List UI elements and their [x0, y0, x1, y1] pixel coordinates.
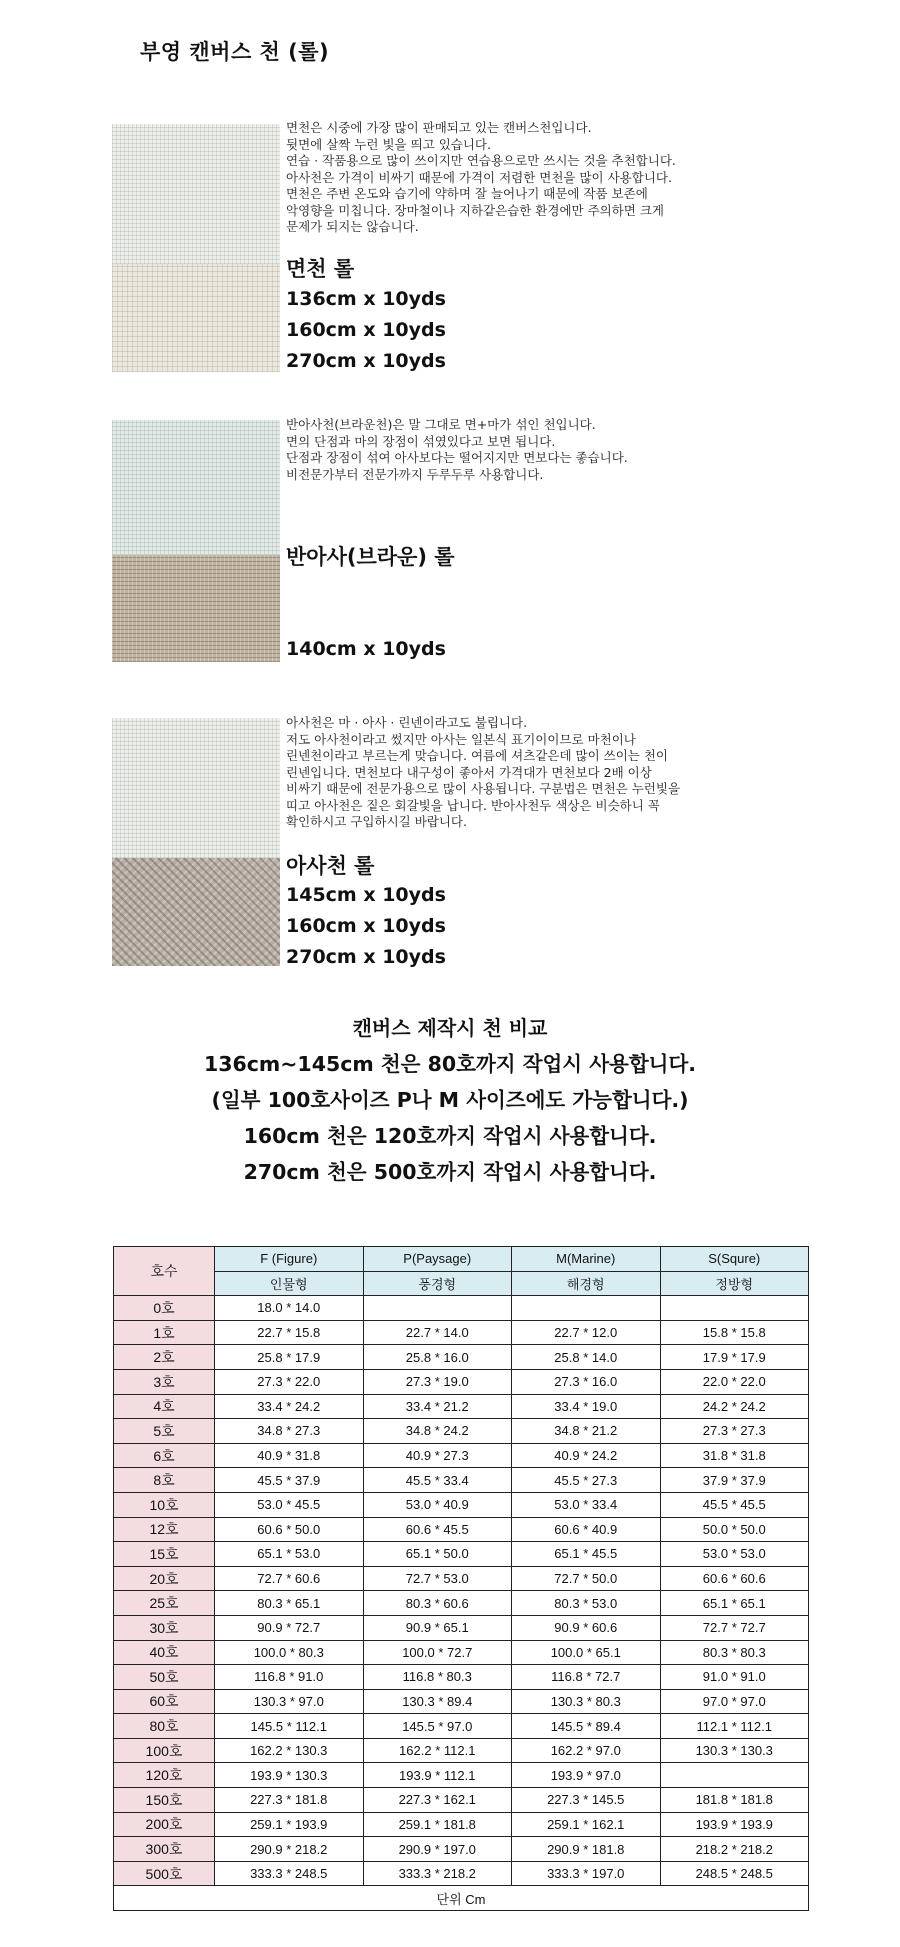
size-cell: 116.8 * 72.7: [512, 1665, 661, 1690]
comparison-line: 136cm~145cm 천은 80호까지 작업시 사용합니다.: [203, 1052, 697, 1076]
table-row: [114, 1468, 809, 1493]
hosu-cell: 15호: [114, 1542, 215, 1567]
hosu-cell: 300호: [114, 1837, 215, 1862]
half-linen-sizes: [286, 634, 446, 665]
size-cell: 27.3 * 16.0: [512, 1369, 661, 1394]
hosu-cell: 150호: [114, 1788, 215, 1813]
size-cell: 37.9 * 37.9: [660, 1468, 809, 1493]
linen-canvas-swatch: [112, 718, 280, 966]
size-cell: 290.9 * 218.2: [215, 1837, 364, 1862]
hosu-cell: 10호: [114, 1492, 215, 1517]
desc-line: 저도 아사천이라고 썼지만 아사는 일본식 표기이이므로 마천이나: [286, 731, 636, 747]
size-cell: 145.5 * 112.1: [215, 1714, 364, 1739]
size-cell: 22.0 * 22.0: [660, 1369, 809, 1394]
size-cell: 80.3 * 53.0: [512, 1591, 661, 1616]
size-cell: 227.3 * 145.5: [512, 1788, 661, 1813]
size-cell: 27.3 * 22.0: [215, 1369, 364, 1394]
size-cell: 33.4 * 19.0: [512, 1394, 661, 1419]
size-cell: 15.8 * 15.8: [660, 1320, 809, 1345]
hosu-cell: 30호: [114, 1615, 215, 1640]
table-row: [114, 1419, 809, 1444]
size-cell: 53.0 * 33.4: [512, 1492, 661, 1517]
size-cell: 72.7 * 53.0: [363, 1566, 512, 1591]
size-cell: 193.9 * 97.0: [512, 1763, 661, 1788]
size-cell: 22.7 * 12.0: [512, 1320, 661, 1345]
size-cell: 145.5 * 97.0: [363, 1714, 512, 1739]
desc-line: 확인하시고 구입하시길 바랍니다.: [286, 814, 467, 829]
hosu-cell: 8호: [114, 1468, 215, 1493]
size-cell: 333.3 * 197.0: [512, 1861, 661, 1886]
size-cell: 333.3 * 248.5: [215, 1861, 364, 1886]
size-cell: 53.0 * 45.5: [215, 1492, 364, 1517]
half-linen-swatch: [112, 420, 280, 662]
table-row: [114, 1861, 809, 1886]
hosu-cell: 200호: [114, 1812, 215, 1837]
size-item: 160cm x 10yds: [286, 319, 446, 341]
hosu-cell: 0호: [114, 1296, 215, 1321]
size-cell: 60.6 * 40.9: [512, 1517, 661, 1542]
hosu-cell: 25호: [114, 1591, 215, 1616]
table-row: [114, 1738, 809, 1763]
hosu-cell: 6호: [114, 1443, 215, 1468]
column-header: P(Paysage): [363, 1247, 512, 1272]
table-row: [114, 1812, 809, 1837]
table-row: [114, 1492, 809, 1517]
size-cell: 25.8 * 14.0: [512, 1345, 661, 1370]
size-cell: 290.9 * 181.8: [512, 1837, 661, 1862]
table-row: [114, 1320, 809, 1345]
size-cell: [363, 1296, 512, 1321]
size-cell: 259.1 * 162.1: [512, 1812, 661, 1837]
size-cell: 27.3 * 27.3: [660, 1419, 809, 1444]
size-cell: 18.0 * 14.0: [215, 1296, 364, 1321]
column-header: S(Squre): [660, 1247, 809, 1272]
size-cell: 181.8 * 181.8: [660, 1788, 809, 1813]
size-item: 140cm x 10yds: [286, 638, 446, 660]
size-cell: 22.7 * 14.0: [363, 1320, 512, 1345]
size-cell: 130.3 * 89.4: [363, 1689, 512, 1714]
size-cell: 259.1 * 181.8: [363, 1812, 512, 1837]
size-cell: 22.7 * 15.8: [215, 1320, 364, 1345]
table-row: [114, 1689, 809, 1714]
linen-description: [286, 715, 846, 831]
size-cell: 33.4 * 21.2: [363, 1394, 512, 1419]
size-item: 270cm x 10yds: [286, 350, 446, 372]
size-cell: 50.0 * 50.0: [660, 1517, 809, 1542]
size-cell: 130.3 * 130.3: [660, 1738, 809, 1763]
linen-roll-title: 아사천 롤: [286, 854, 375, 878]
size-cell: 162.2 * 97.0: [512, 1738, 661, 1763]
hosu-cell: 4호: [114, 1394, 215, 1419]
size-cell: [660, 1763, 809, 1788]
size-cell: 130.3 * 97.0: [215, 1689, 364, 1714]
hosu-cell: 2호: [114, 1345, 215, 1370]
size-cell: [512, 1296, 661, 1321]
size-cell: 333.3 * 218.2: [363, 1861, 512, 1886]
size-cell: 80.3 * 60.6: [363, 1591, 512, 1616]
comparison-title: 캔버스 제작시 천 비교: [352, 1016, 548, 1040]
column-header: F (Figure): [215, 1247, 364, 1272]
table-row: [114, 1763, 809, 1788]
size-cell: 193.9 * 193.9: [660, 1812, 809, 1837]
size-cell: 91.0 * 91.0: [660, 1665, 809, 1690]
hosu-cell: 100호: [114, 1738, 215, 1763]
hosu-cell: 20호: [114, 1566, 215, 1591]
size-cell: 53.0 * 40.9: [363, 1492, 512, 1517]
hosu-cell: 120호: [114, 1763, 215, 1788]
size-cell: 80.3 * 80.3: [660, 1640, 809, 1665]
size-cell: 80.3 * 65.1: [215, 1591, 364, 1616]
cotton-canvas-swatch: [112, 124, 280, 372]
table-row: [114, 1369, 809, 1394]
hosu-header: 호수: [114, 1247, 215, 1296]
desc-line: 면의 단점과 마의 장점이 섞였있다고 보면 됩니다.: [286, 433, 556, 449]
size-item: 136cm x 10yds: [286, 288, 446, 310]
size-cell: 60.6 * 50.0: [215, 1517, 364, 1542]
size-cell: 65.1 * 65.1: [660, 1591, 809, 1616]
desc-line: 아사천은 가격이 비싸기 때문에 가격이 저렴한 면천을 많이 사용합니다.: [286, 169, 672, 185]
table-row: [114, 1443, 809, 1468]
hosu-cell: 50호: [114, 1665, 215, 1690]
units-note: 단위 Cm: [114, 1886, 809, 1911]
cotton-roll-title: 면천 롤: [286, 257, 355, 281]
table-row: [114, 1517, 809, 1542]
canvas-size-table: [113, 1246, 809, 1911]
hosu-cell: 12호: [114, 1517, 215, 1542]
size-cell: 65.1 * 50.0: [363, 1542, 512, 1567]
fabric-comparison: [0, 1010, 900, 1190]
size-cell: 65.1 * 53.0: [215, 1542, 364, 1567]
size-cell: 31.8 * 31.8: [660, 1443, 809, 1468]
size-cell: 40.9 * 24.2: [512, 1443, 661, 1468]
size-cell: [660, 1296, 809, 1321]
size-cell: 90.9 * 65.1: [363, 1615, 512, 1640]
desc-line: 단점과 장점이 섞여 아사보다는 떨어지지만 면보다는 좋습니다.: [286, 450, 628, 465]
column-subheader: 풍경형: [363, 1271, 512, 1296]
table-row: [114, 1345, 809, 1370]
size-cell: 218.2 * 218.2: [660, 1837, 809, 1862]
desc-line: 문제가 되지는 않습니다.: [286, 219, 419, 234]
size-cell: 193.9 * 130.3: [215, 1763, 364, 1788]
column-subheader: 인물형: [215, 1271, 364, 1296]
table-row: [114, 1394, 809, 1419]
size-cell: 25.8 * 17.9: [215, 1345, 364, 1370]
table-row: [114, 1542, 809, 1567]
size-item: 270cm x 10yds: [286, 946, 446, 968]
size-cell: 162.2 * 130.3: [215, 1738, 364, 1763]
size-cell: 34.8 * 24.2: [363, 1419, 512, 1444]
size-cell: 45.5 * 27.3: [512, 1468, 661, 1493]
desc-line: 면천은 시중에 가장 많이 판매되고 있는 캔버스천입니다.: [286, 120, 592, 135]
size-cell: 97.0 * 97.0: [660, 1689, 809, 1714]
size-cell: 259.1 * 193.9: [215, 1812, 364, 1837]
size-cell: 60.6 * 45.5: [363, 1517, 512, 1542]
desc-line: 린넨천이라고 부르는게 맞습니다. 여름에 셔츠같은데 많이 쓰이는 천이: [286, 748, 668, 763]
hosu-cell: 500호: [114, 1861, 215, 1886]
comparison-line: 270cm 천은 500호까지 작업시 사용합니다.: [243, 1160, 657, 1184]
size-cell: 17.9 * 17.9: [660, 1345, 809, 1370]
desc-line: 아사천은 마 · 아사 · 린넨이라고도 불립니다.: [286, 715, 528, 730]
size-cell: 227.3 * 162.1: [363, 1788, 512, 1813]
hosu-cell: 40호: [114, 1640, 215, 1665]
size-cell: 100.0 * 72.7: [363, 1640, 512, 1665]
size-cell: 116.8 * 80.3: [363, 1665, 512, 1690]
size-cell: 65.1 * 45.5: [512, 1542, 661, 1567]
table-row: [114, 1296, 809, 1321]
size-cell: 290.9 * 197.0: [363, 1837, 512, 1862]
table-row: [114, 1640, 809, 1665]
size-cell: 33.4 * 24.2: [215, 1394, 364, 1419]
size-cell: 60.6 * 60.6: [660, 1566, 809, 1591]
hosu-cell: 5호: [114, 1419, 215, 1444]
comparison-line: (일부 100호사이즈 P나 M 사이즈에도 가능합니다.): [211, 1088, 689, 1112]
size-cell: 130.3 * 80.3: [512, 1689, 661, 1714]
desc-line: 비싸기 때문에 전문가용으로 많이 사용됩니다. 구분법은 면천은 누런빛을: [286, 781, 681, 796]
cotton-sizes: [286, 284, 446, 377]
size-cell: 100.0 * 80.3: [215, 1640, 364, 1665]
size-cell: 162.2 * 112.1: [363, 1738, 512, 1763]
desc-line: 연습 · 작품용으로 많이 쓰이지만 연습용으로만 쓰시는 것을 추천합니다.: [286, 153, 676, 168]
desc-line: 뒷면에 살짝 누런 빛을 띄고 있습니다.: [286, 136, 491, 152]
size-item: 145cm x 10yds: [286, 884, 446, 906]
size-cell: 248.5 * 248.5: [660, 1861, 809, 1886]
size-cell: 40.9 * 27.3: [363, 1443, 512, 1468]
size-cell: 116.8 * 91.0: [215, 1665, 364, 1690]
size-cell: 72.7 * 60.6: [215, 1566, 364, 1591]
size-item: 160cm x 10yds: [286, 915, 446, 937]
size-cell: 145.5 * 89.4: [512, 1714, 661, 1739]
hosu-cell: 60호: [114, 1689, 215, 1714]
size-cell: 45.5 * 37.9: [215, 1468, 364, 1493]
hosu-cell: 1호: [114, 1320, 215, 1345]
table-row: [114, 1665, 809, 1690]
size-cell: 72.7 * 72.7: [660, 1615, 809, 1640]
desc-line: 반아사천(브라운천)은 말 그대로 면+마가 섞인 천입니다.: [286, 417, 596, 432]
size-cell: 45.5 * 45.5: [660, 1492, 809, 1517]
size-table-body: [114, 1296, 809, 1886]
page-title: 부영 캔버스 천 (롤): [140, 40, 330, 64]
size-cell: 34.8 * 21.2: [512, 1419, 661, 1444]
size-cell: 193.9 * 112.1: [363, 1763, 512, 1788]
desc-line: 린넨입니다. 면천보다 내구성이 좋아서 가격대가 면천보다 2배 이상: [286, 764, 652, 780]
size-cell: 90.9 * 72.7: [215, 1615, 364, 1640]
size-cell: 100.0 * 65.1: [512, 1640, 661, 1665]
hosu-cell: 80호: [114, 1714, 215, 1739]
desc-line: 악영향을 미칩니다. 장마철이나 지하같은습한 환경에만 주의하면 크게: [286, 202, 664, 218]
size-cell: 34.8 * 27.3: [215, 1419, 364, 1444]
table-row: [114, 1837, 809, 1862]
size-cell: 27.3 * 19.0: [363, 1369, 512, 1394]
size-cell: 72.7 * 50.0: [512, 1566, 661, 1591]
column-header: M(Marine): [512, 1247, 661, 1272]
size-cell: 227.3 * 181.8: [215, 1788, 364, 1813]
table-row: [114, 1591, 809, 1616]
half-linen-roll-title: 반아사(브라운) 롤: [286, 545, 455, 569]
size-cell: 40.9 * 31.8: [215, 1443, 364, 1468]
size-cell: 112.1 * 112.1: [660, 1714, 809, 1739]
size-cell: 25.8 * 16.0: [363, 1345, 512, 1370]
cotton-description: [286, 120, 846, 236]
size-cell: 90.9 * 60.6: [512, 1615, 661, 1640]
half-linen-description: [286, 417, 846, 483]
table-row: [114, 1566, 809, 1591]
desc-line: 띠고 아사천은 짙은 회갈빛을 납니다. 반아사천두 색상은 비슷하니 꼭: [286, 797, 660, 813]
column-subheader: 해경형: [512, 1271, 661, 1296]
table-row: [114, 1615, 809, 1640]
desc-line: 면천은 주변 온도와 습기에 약하며 잘 늘어나기 때문에 작품 보존에: [286, 186, 648, 201]
size-cell: 45.5 * 33.4: [363, 1468, 512, 1493]
size-cell: 24.2 * 24.2: [660, 1394, 809, 1419]
table-row: [114, 1714, 809, 1739]
column-subheader: 정방형: [660, 1271, 809, 1296]
hosu-cell: 3호: [114, 1369, 215, 1394]
desc-line: 비전문가부터 전문가까지 두루두루 사용합니다.: [286, 466, 544, 482]
linen-sizes: [286, 880, 446, 973]
size-cell: 53.0 * 53.0: [660, 1542, 809, 1567]
comparison-line: 160cm 천은 120호까지 작업시 사용합니다.: [243, 1124, 657, 1148]
table-row: [114, 1788, 809, 1813]
